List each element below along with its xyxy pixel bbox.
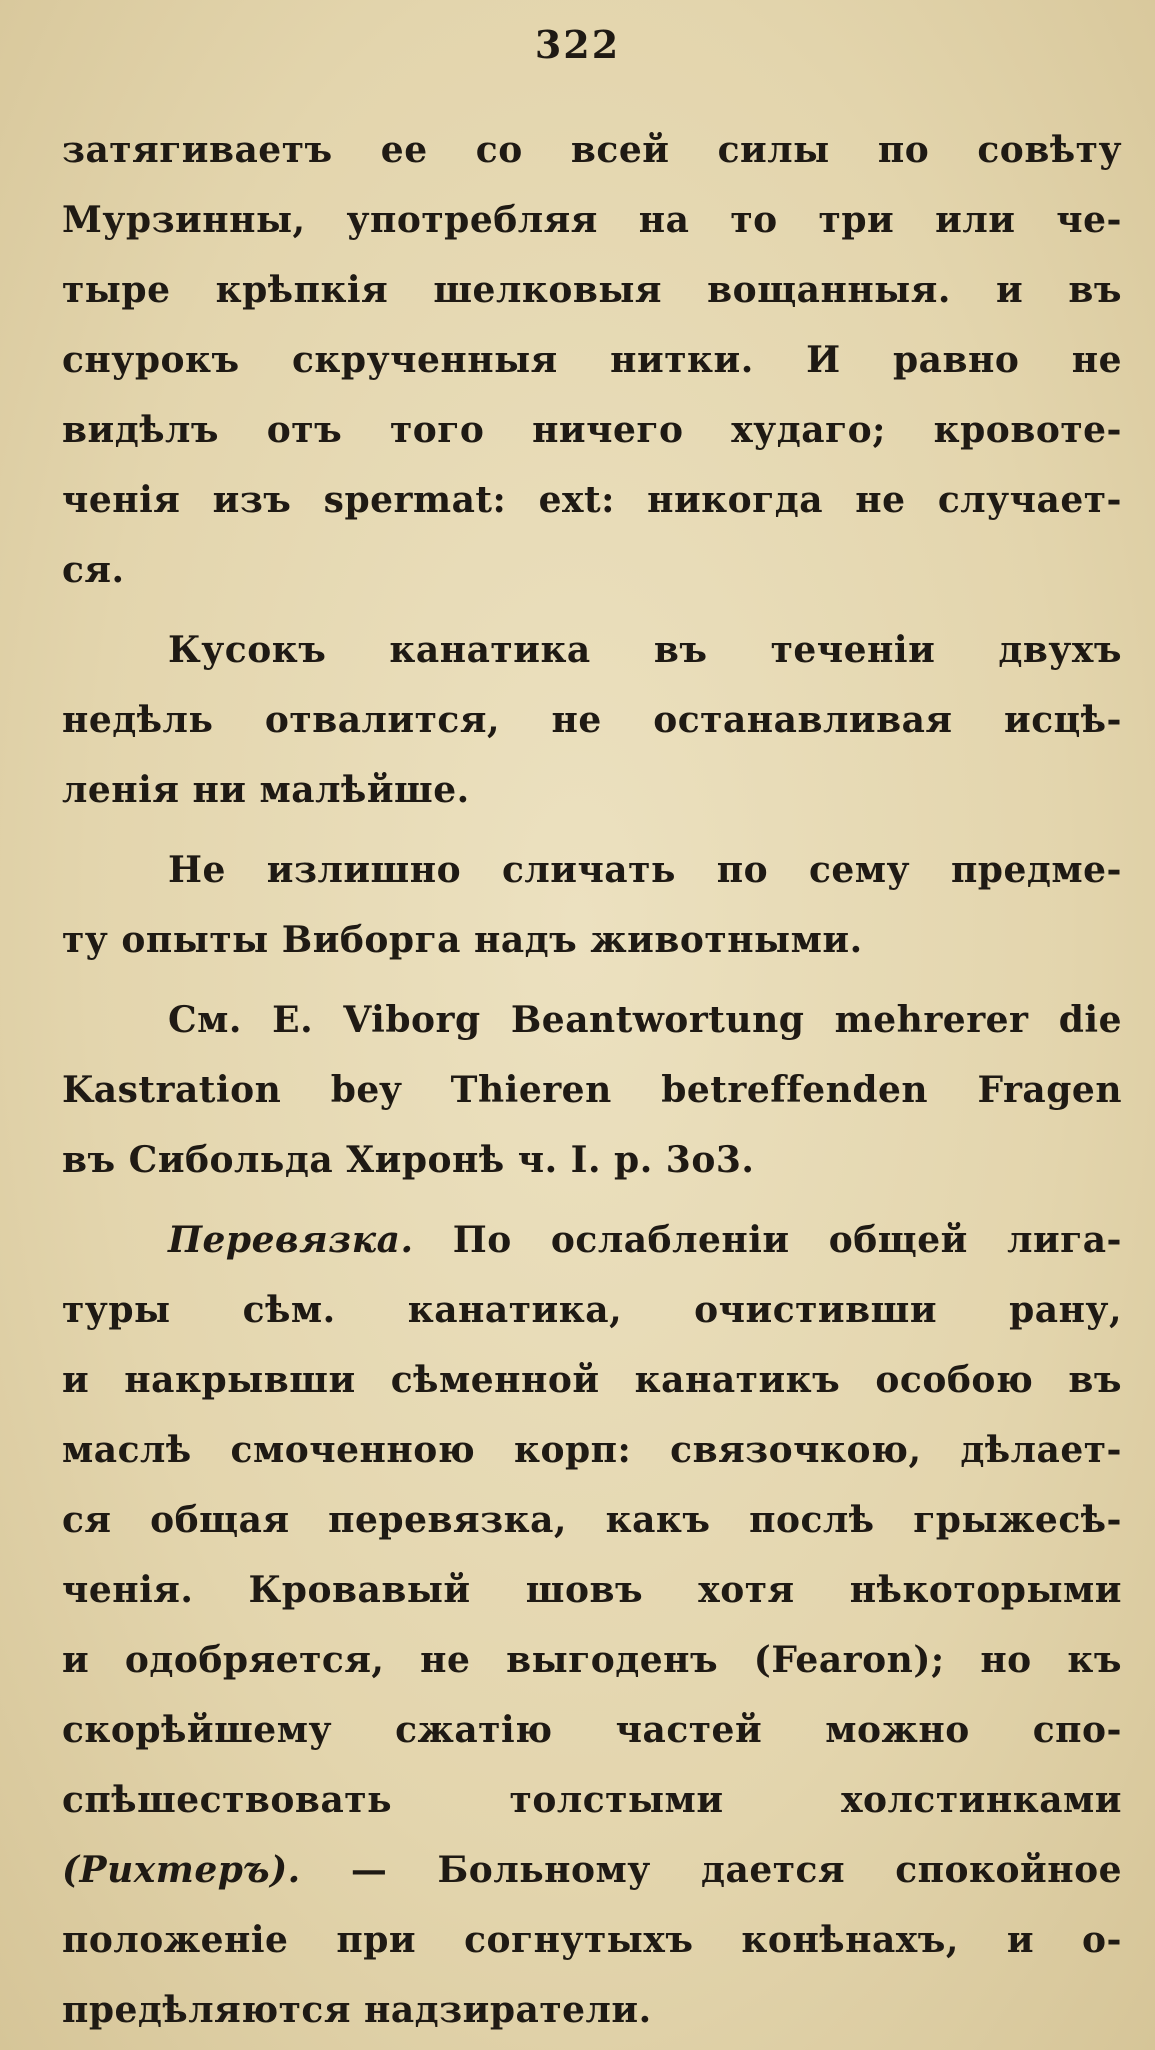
text-line: и накрывши сѣменной канатикъ особою въ bbox=[62, 1359, 1122, 1401]
text-line: положеніе при согнутыхъ конѣнахъ, и о- bbox=[62, 1919, 1122, 1961]
text-line: Не излишно сличать по сему предме- bbox=[168, 849, 1122, 891]
text-line: ся. bbox=[62, 549, 125, 591]
text-line: предѣляются надзиратели. bbox=[62, 1989, 652, 2031]
text-line: маслѣ смоченною корп: связочкою, дѣлает- bbox=[62, 1429, 1122, 1471]
text-line: ся общая перевязка, какъ послѣ грыжесѣ- bbox=[62, 1499, 1122, 1541]
text-line bbox=[62, 1835, 1122, 1905]
text-line: видѣлъ отъ того ничего худаго; кровоте- bbox=[62, 409, 1122, 451]
section-heading: Перевязка. bbox=[168, 1219, 414, 1261]
text-line: недѣль отвалится, не останавливая исцѣ- bbox=[62, 699, 1122, 741]
text-line: ту опыты Виборга надъ животными. bbox=[62, 919, 863, 961]
text-line: См. E. Viborg Beantwortung mehrerer die bbox=[168, 999, 1122, 1041]
text-line: ченія. Кровавый шовъ хотя нѣкоторыми bbox=[62, 1569, 1122, 1611]
text-line: тыре крѣпкія шелковыя вощанныя. и въ bbox=[62, 269, 1122, 311]
text-line: спѣшествовать толстыми холстинками bbox=[62, 1779, 1122, 1821]
page-number: 322 bbox=[534, 22, 621, 67]
text-line: ленія ни малѣйше. bbox=[62, 769, 470, 811]
text-line: Мурзинны, употребляя на то три или че- bbox=[62, 199, 1122, 241]
text-line: въ Сибольда Хиронѣ ч. I. p. 3o3. bbox=[62, 1139, 755, 1181]
text-line: туры сѣм. канатика, очистивши рану, bbox=[62, 1289, 1122, 1331]
text-run: — Больному дается спокойное bbox=[350, 1849, 1122, 1891]
text-line bbox=[168, 1205, 1122, 1275]
text-line: ченія изъ spermat: ext: никогда не случает- bbox=[62, 479, 1122, 521]
text-line: скорѣйшему сжатію частей можно спо- bbox=[62, 1709, 1122, 1751]
text-line: снурокъ скрученныя нитки. И равно не bbox=[62, 339, 1122, 381]
text-line: Kastration bey Thieren betreffenden Fragen bbox=[62, 1069, 1122, 1111]
text-line: и одобряется, не выгоденъ (Fearon); но къ bbox=[62, 1639, 1122, 1681]
text-line: затягиваетъ ее со всей силы по совѣту bbox=[62, 129, 1122, 171]
author-name: (Рихтеръ). bbox=[62, 1849, 301, 1891]
text-run: По ослабленіи общей лига- bbox=[452, 1219, 1122, 1261]
text-line: Кусокъ канатика въ теченіи двухъ bbox=[168, 629, 1122, 671]
